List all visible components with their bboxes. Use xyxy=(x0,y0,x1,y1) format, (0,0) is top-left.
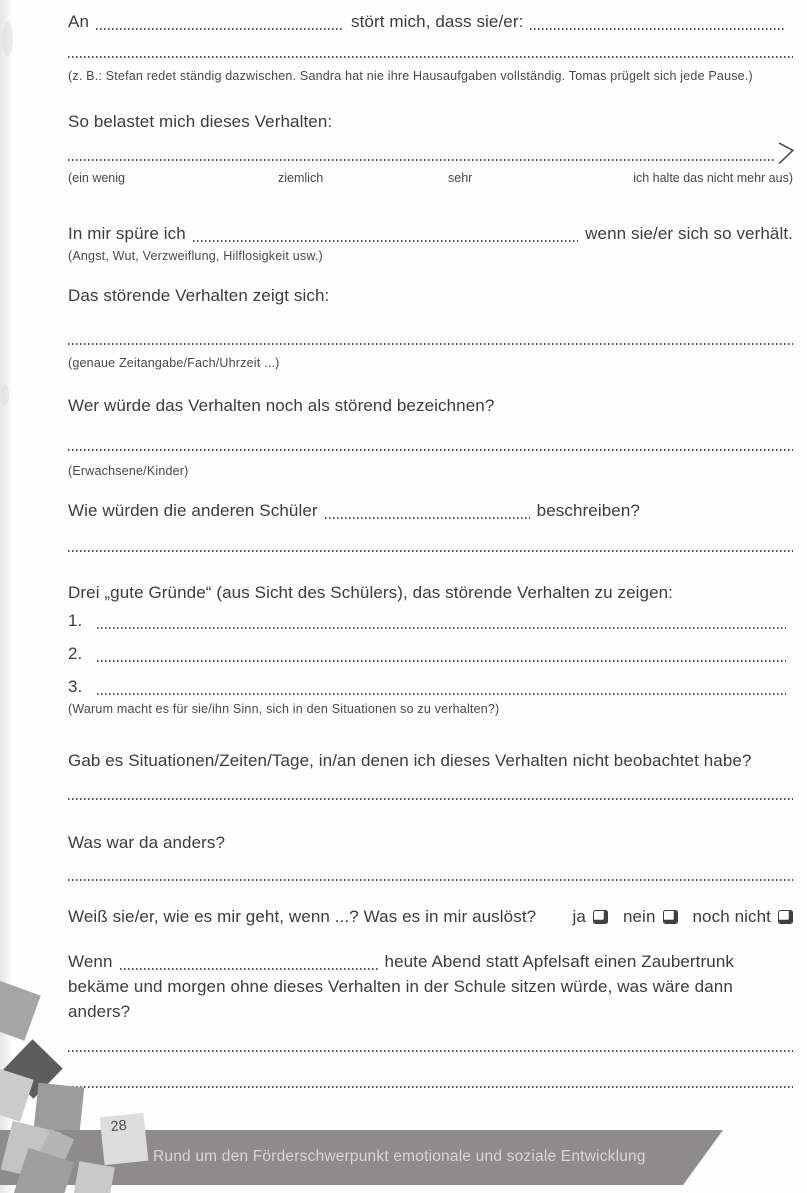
page-number-square xyxy=(100,1113,149,1165)
fill-line-magic-2[interactable] xyxy=(68,1086,793,1088)
fill-line-student-name[interactable] xyxy=(325,517,530,519)
fill-line-when[interactable] xyxy=(68,343,793,345)
scale-label-ein-wenig: (ein wenig xyxy=(68,171,125,185)
fill-line-magic-1[interactable] xyxy=(68,1050,793,1052)
scale-label-sehr: sehr xyxy=(448,171,473,185)
question-schueler-row xyxy=(68,500,793,522)
question-schueler-suffix: beschreiben? xyxy=(536,501,640,520)
question-gefuehl-hint: (Angst, Wut, Verzweiflung, Hilflosigkeit usw.) xyxy=(68,249,323,263)
scale-line[interactable] xyxy=(68,159,775,161)
question-zaubertrunk-line3: anders? xyxy=(68,1002,131,1021)
question-zaubertrunk-row xyxy=(68,951,793,973)
scale-arrow-icon xyxy=(772,139,798,165)
question-gruende-hint: (Warum macht es für sie/ihn Sinn, sich in den Situationen so zu verhalten?) xyxy=(68,702,500,716)
question-gefuehl-row xyxy=(68,223,793,245)
scale-label-nicht-mehr-aus: ich halte das nicht mehr aus) xyxy=(633,171,793,185)
option-nein-label: nein xyxy=(622,907,656,926)
option-ja xyxy=(573,906,608,928)
question-gefuehl-suffix: wenn sie/er sich so verhält. xyxy=(585,224,793,243)
fill-line-different[interactable] xyxy=(68,879,793,881)
fill-line-reason-1[interactable] xyxy=(97,627,786,629)
reason-row-1 xyxy=(68,610,793,632)
question-wer-hint: (Erwachsene/Kinder) xyxy=(68,464,189,478)
reason-row-3 xyxy=(68,676,793,698)
fill-line-exceptions[interactable] xyxy=(68,798,793,800)
option-noch-nicht-label: noch nicht xyxy=(692,907,771,926)
question-gruende-label: Drei „gute Gründe“ (aus Sicht des Schülers), das störende Verhalten zu zeigen: xyxy=(68,583,674,602)
question-an-connector: stört mich, dass sie/er: xyxy=(351,12,524,31)
reason-row-2 xyxy=(68,643,793,665)
question-zeigt-label: Das störende Verhalten zeigt sich: xyxy=(68,286,330,305)
fill-line-magic-name[interactable] xyxy=(120,968,378,970)
checkbox-nein-icon[interactable] xyxy=(663,910,678,924)
fill-line-feeling[interactable] xyxy=(193,240,578,242)
question-weiss-row xyxy=(68,906,793,928)
scan-smudge xyxy=(2,22,13,56)
deco-square xyxy=(0,979,41,1041)
footer-title: Rund um den Förderschwerpunkt emotionale und soziale Entwicklung xyxy=(153,1148,646,1165)
fill-line-describe[interactable] xyxy=(68,550,793,552)
question-schueler-prefix: Wie würden die anderen Schüler xyxy=(68,501,318,520)
question-zaubertrunk-line1: heute Abend statt Apfelsaft einen Zaubertrunk xyxy=(384,952,734,971)
fill-line-reason-3[interactable] xyxy=(97,693,786,695)
reason-number-2: 2. xyxy=(68,644,83,663)
option-nein xyxy=(623,906,678,928)
scale-label-ziemlich: ziemlich xyxy=(278,171,324,185)
fill-line-reason-2[interactable] xyxy=(97,660,786,662)
question-zaubertrunk-prefix: Wenn xyxy=(68,952,113,971)
page-number: 28 xyxy=(109,1117,128,1136)
fill-line-behavior-2[interactable] xyxy=(68,56,793,58)
fill-line-behavior[interactable] xyxy=(530,28,786,30)
question-ausnahmen-label: Gab es Situationen/Zeiten/Tage, in/an denen ich dieses Verhalten nicht beobachtet habe? xyxy=(68,751,752,770)
reason-number-3: 3. xyxy=(68,677,83,696)
checkbox-options xyxy=(558,906,793,928)
checkbox-ja-icon[interactable] xyxy=(593,910,608,924)
reason-number-1: 1. xyxy=(68,611,83,630)
option-ja-label: ja xyxy=(572,907,586,926)
option-noch-nicht xyxy=(693,906,794,928)
checkbox-noch-nicht-icon[interactable] xyxy=(778,910,793,924)
question-an-prefix: An xyxy=(68,12,89,31)
question-belastung-label: So belastet mich dieses Verhalten: xyxy=(68,112,333,131)
question-wer-label: Wer würde das Verhalten noch als störend bezeichnen? xyxy=(68,396,495,415)
scan-smudge xyxy=(1,384,9,406)
question-anders-label: Was war da anders? xyxy=(68,833,226,852)
question-an-row xyxy=(68,11,793,33)
question-zeigt-hint: (genaue Zeitangabe/Fach/Uhrzeit ...) xyxy=(68,356,280,370)
question-gefuehl-prefix: In mir spüre ich xyxy=(68,224,186,243)
fill-line-who[interactable] xyxy=(68,449,793,451)
fill-line-name[interactable] xyxy=(96,28,344,30)
question-an-hint: (z. B.: Stefan redet ständig dazwischen. Sandra hat nie ihre Hausaufgaben vollständig. Tomas prügelt sich jede Pause.) xyxy=(68,69,753,83)
question-weiss-label: Weiß sie/er, wie es mir geht, wenn ...? Was es in mir auslöst? xyxy=(68,907,537,926)
deco-square xyxy=(34,1083,85,1134)
deco-square xyxy=(73,1161,115,1193)
question-zaubertrunk-line2: bekäme und morgen ohne dieses Verhalten in der Schule sitzen würde, was wäre dann xyxy=(68,977,733,996)
scale-labels xyxy=(68,171,793,187)
